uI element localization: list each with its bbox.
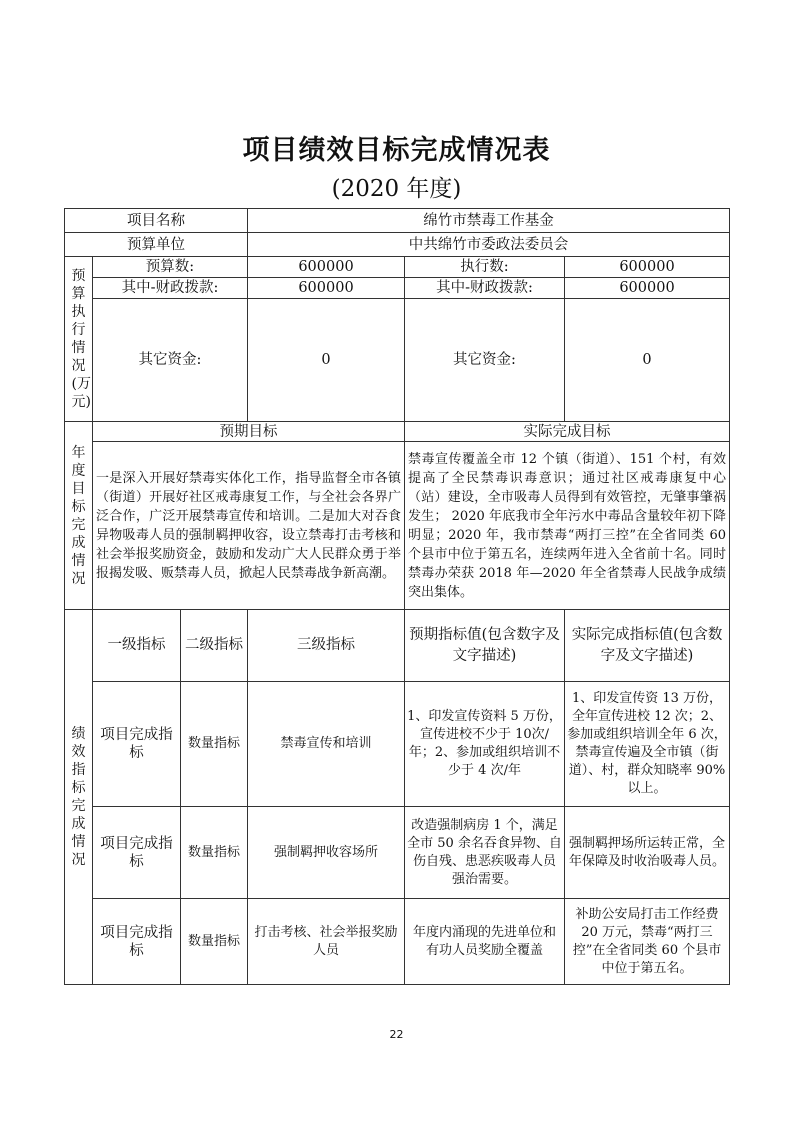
page-subtitle: (2020 年度) xyxy=(331,176,462,202)
project-name-value: 绵竹市禁毒工作基金 xyxy=(248,209,730,233)
row1-actual: 1、印发宣传资 13 万份，全年宣传进校 12 次；2、参加或组织培训全年 6 次，禁毒宣传遍及全市镇（街道）、村，群众知晓率 90%以上。 xyxy=(565,682,730,807)
table-row xyxy=(65,807,730,899)
row2-expected: 改造强制病房 1 个，满足全市 50 余名吞食异物、自伤自残、患恶疾吸毒人员强治需要。 xyxy=(405,807,565,899)
fiscal-value-2: 600000 xyxy=(565,278,730,299)
budget-section-label-text: 预算执行情况(万元) xyxy=(71,268,91,410)
actual-goal-header: 实际完成目标 xyxy=(405,422,730,442)
budget-unit-label: 预算单位 xyxy=(65,233,248,257)
expected-goal-text: 一是深入开展好禁毒实体化工作，指导监督全市各镇（街道）开展好社区戒毒康复工作，与全社会各界广泛合作，广泛开展禁毒宣传和培训。二是加大对吞食异物吸毒人员的强制羁押收容，设立禁毒打击考核和社会举报奖励资金，鼓励和发动广大人民群众勇于举报揭发吸、贩禁毒人员，掀起人民禁毒战争新高潮。 xyxy=(93,442,405,610)
budget-section-label xyxy=(65,257,93,422)
col-level1-header: 一级指标 xyxy=(93,610,181,682)
executed-label: 执行数: xyxy=(405,257,565,278)
col-actual-header: 实际完成指标值(包含数字及文字描述) xyxy=(565,610,730,682)
expected-goal-header: 预期目标 xyxy=(93,422,405,442)
budget-unit-value: 中共绵竹市委政法委员会 xyxy=(248,233,730,257)
table-row xyxy=(65,899,730,985)
page-title: 项目绩效目标完成情况表 xyxy=(242,135,551,166)
row3-level2: 数量指标 xyxy=(181,899,248,985)
performance-table xyxy=(64,208,730,985)
row1-level3: 禁毒宣传和培训 xyxy=(248,682,405,807)
col-level2-header: 二级指标 xyxy=(181,610,248,682)
row2-level3: 强制羁押收容场所 xyxy=(248,807,405,899)
annual-section-label-text: 年度目标完成情况 xyxy=(71,444,86,587)
page-number: 22 xyxy=(389,1028,404,1041)
budget-amount-label: 预算数: xyxy=(93,257,248,278)
row2-actual: 强制羁押场所运转正常，全年保障及时收治吸毒人员。 xyxy=(565,807,730,899)
perf-section-label-text: 绩效指标完成情况 xyxy=(71,726,86,868)
fiscal-label-2: 其中-财政拨款: xyxy=(405,278,565,299)
other-funds-value-2: 0 xyxy=(565,299,730,422)
table-row xyxy=(65,682,730,807)
project-name-label: 项目名称 xyxy=(65,209,248,233)
row1-expected: 1、印发宣传资料 5 万份，宣传进校不少于 10次/年；2、参加或组织培训不少于 4 次/年 xyxy=(405,682,565,807)
other-funds-label-2: 其它资金: xyxy=(405,299,565,422)
executed-value: 600000 xyxy=(565,257,730,278)
fiscal-value-1: 600000 xyxy=(248,278,405,299)
row3-level3: 打击考核、社会举报奖励人员 xyxy=(248,899,405,985)
row1-level1: 项目完成指标 xyxy=(93,682,181,807)
fiscal-label-1: 其中-财政拨款: xyxy=(93,278,248,299)
col-level3-header: 三级指标 xyxy=(248,610,405,682)
row3-expected: 年度内涌现的先进单位和有功人员奖励全覆盖 xyxy=(405,899,565,985)
other-funds-label-1: 其它资金: xyxy=(93,299,248,422)
other-funds-value-1: 0 xyxy=(248,299,405,422)
row2-level1: 项目完成指标 xyxy=(93,807,181,899)
row3-level1: 项目完成指标 xyxy=(93,899,181,985)
row1-level2: 数量指标 xyxy=(181,682,248,807)
budget-amount-value: 600000 xyxy=(248,257,405,278)
perf-section-label xyxy=(65,610,93,985)
col-expected-header: 预期指标值(包含数字及文字描述) xyxy=(405,610,565,682)
annual-section-label xyxy=(65,422,93,610)
row3-actual: 补助公安局打击工作经费 20 万元，禁毒“两打三控”在全省同类 60 个县市中位于第五名。 xyxy=(565,899,730,985)
row2-level2: 数量指标 xyxy=(181,807,248,899)
actual-goal-text: 禁毒宣传覆盖全市 12 个镇（街道）、151 个村，有效提高了全民禁毒识毒意识；通过社区戒毒康复中心（站）建设，全市吸毒人员得到有效管控，无肇事肇祸发生； 2020 年底我市全年污水中毒品含量较年初下降明显；2020 年，我市禁毒“两打三控”在全省同类 60 个县市中位于第五名，连续两年进入全省前十名。同时禁毒办荣获 2018 年—2020 年全省禁毒人民战争成绩突出集体。 xyxy=(405,442,730,610)
